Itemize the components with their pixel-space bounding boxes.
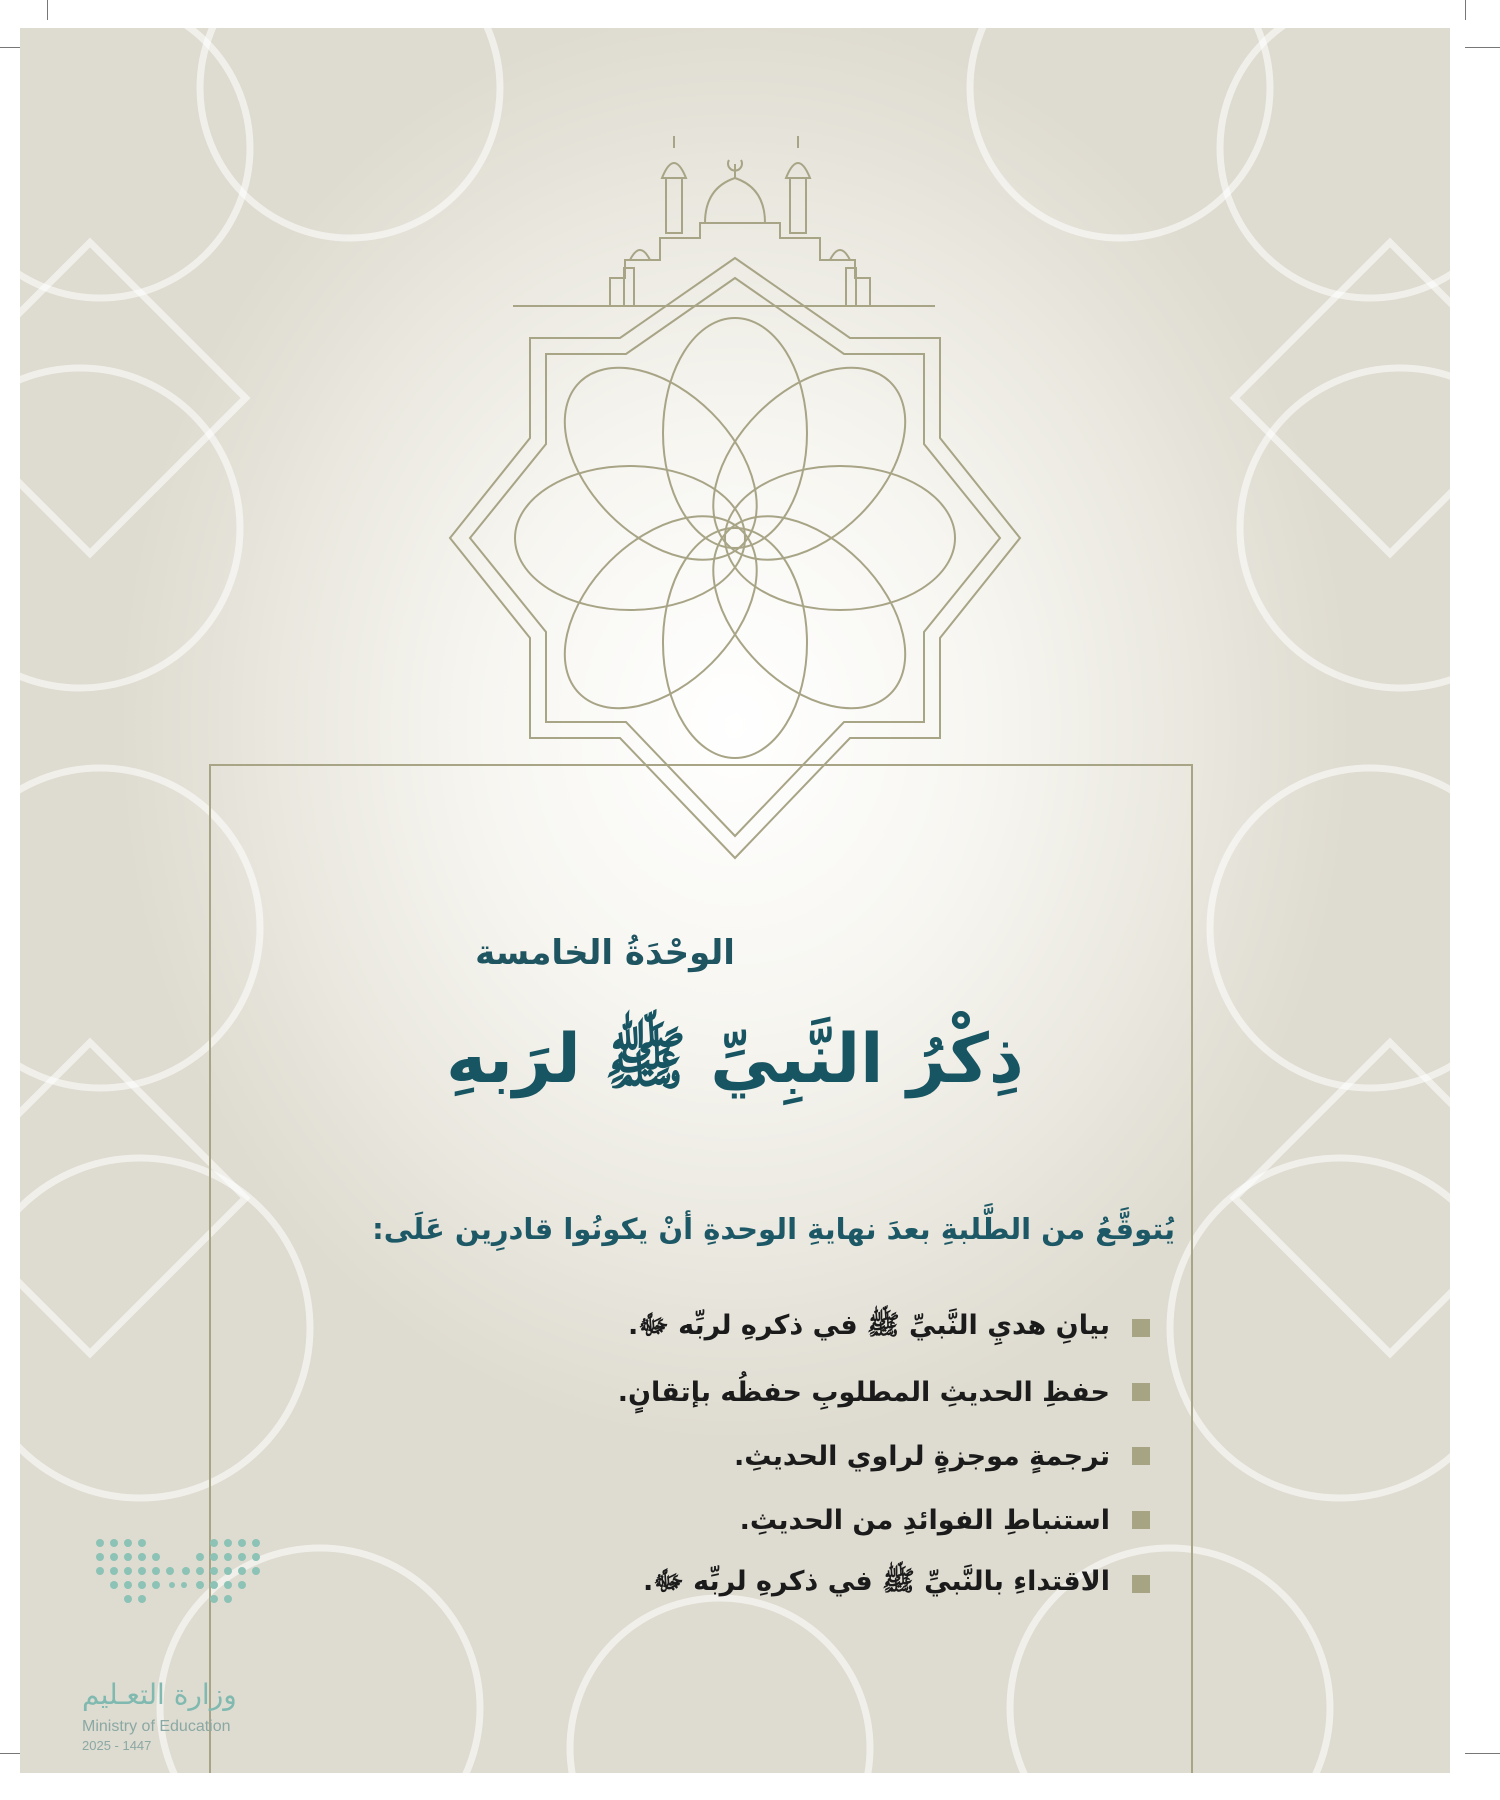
objectives-intro: يُتوقَّعُ من الطَّلبةِ بعدَ نهايةِ الوحدةِ أنْ يكونُوا قادرِين عَلَى: [372, 1212, 1175, 1246]
unit-label: الوحْدَةُ الخامسة [475, 933, 735, 973]
square-bullet-icon [1132, 1383, 1150, 1401]
unit-title: ذِكْرُ النَّبِيِّ ﷺ لرَبهِ [446, 1020, 1024, 1099]
list-item [618, 1360, 1150, 1424]
square-bullet-icon [1132, 1319, 1150, 1337]
ministry-name-english: Ministry of Education [82, 1718, 231, 1735]
trim-mark [47, 0, 48, 20]
list-item [618, 1424, 1150, 1488]
ministry-logo-icon [80, 1523, 280, 1668]
objective-text: ترجمةٍ موجزةٍ لراوي الحديثِ. [733, 1440, 1110, 1472]
objective-text: حفظِ الحديثِ المطلوبِ حفظُه بإتقانٍ. [617, 1376, 1110, 1408]
list-item [618, 1296, 1150, 1360]
objective-text: الاقتداءِ بالنَّبيِّ ﷺ في ذكرهِ لربِّه ﷻ. [643, 1566, 1110, 1597]
objective-text: بيانِ هديِ النَّبيِّ ﷺ في ذكرهِ لربِّه ﷻ. [627, 1310, 1110, 1341]
trim-mark [1465, 0, 1466, 20]
objective-text: استنباطِ الفوائدِ من الحديثِ. [739, 1504, 1110, 1536]
trim-mark [1465, 47, 1500, 48]
ministry-name-arabic: وزارة التعـليم [82, 1678, 237, 1711]
trim-mark [1465, 1753, 1500, 1754]
square-bullet-icon [1132, 1447, 1150, 1465]
objectives-list [618, 1296, 1150, 1616]
list-item [618, 1552, 1150, 1616]
page [20, 28, 1450, 1773]
square-bullet-icon [1132, 1575, 1150, 1593]
square-bullet-icon [1132, 1511, 1150, 1529]
list-item [618, 1488, 1150, 1552]
edition-year: 2025 - 1447 [82, 1738, 152, 1753]
